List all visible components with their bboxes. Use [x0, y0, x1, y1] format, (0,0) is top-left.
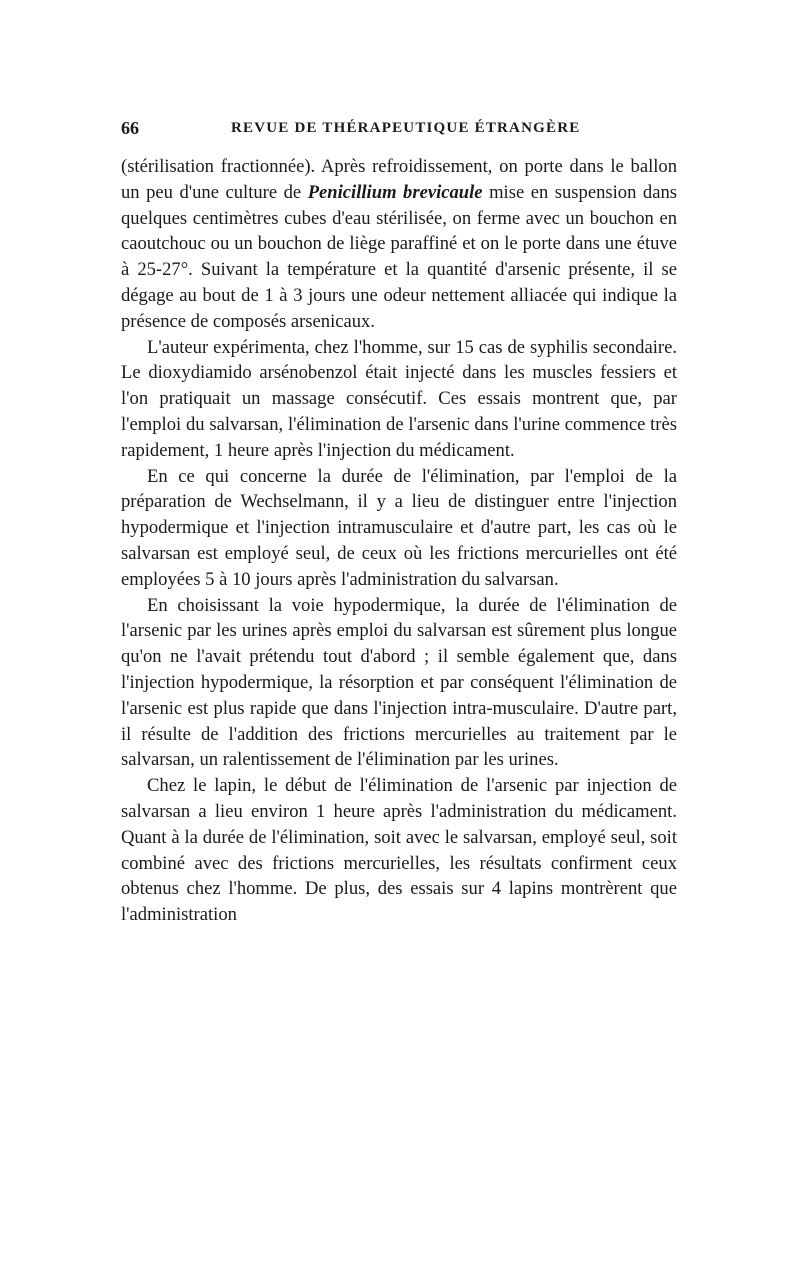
body-text — [121, 154, 677, 928]
paragraph-4: En choisissant la voie hypodermique, la durée de l'élimination de l'arsenic par les urines après emploi du salvarsan est sûrement plus longue qu'on ne l'avait prétendu tout d'abord ; il semble également que, dans l'injection hypodermique, la résorption et par conséquent l'élimination de l'arsenic est plus rapide que dans l'injection intra-musculaire. D'autre part, il résulte de l'addition des frictions mercurielles au traitement par le salvarsan, un ralentissement de l'élimination par les urines. — [121, 594, 677, 771]
page-number: 66 — [121, 118, 139, 138]
paragraph-5: Chez le lapin, le début de l'élimination de l'arsenic par injection de salvarsan a lieu environ 1 heure après l'administration du médicament. Quant à la durée de l'élimination, soit avec le salvarsan, employé seul, soit combiné avec des frictions mercurielles, les résultats confirment ceux obtenus chez l'homme. De plus, des essais sur 4 lapins montrèrent que l'administration — [121, 775, 677, 926]
document-page — [121, 118, 677, 928]
journal-title: REVUE DE THÉRAPEUTIQUE ÉTRANGÈRE — [231, 120, 581, 136]
paragraph-1-text-start: (stérilisation fractionnée). Après refroidissement, on porte dans le ballon un peu d'une culture de — [121, 156, 677, 203]
species-name-italic: Penicillium brevicaule — [307, 181, 483, 203]
paragraph-1 — [121, 154, 677, 335]
paragraph-3: En ce qui concerne la durée de l'élimination, par l'emploi de la préparation de Wechselmann, il y a lieu de distinguer entre l'injection hypodermique et l'injection intramusculaire et d'autre part, les cas où le salvarsan est employé seul, de ceux où les frictions mercurielles ont été employées 5 à 10 jours après l'administration du salvarsan. — [121, 465, 677, 590]
paragraph-2: L'auteur expérimenta, chez l'homme, sur 15 cas de syphilis secondaire. Le dioxydiamido arsénobenzol était injecté dans les muscles fessiers et l'on pratiquait un massage consécutif. Ces essais montrent que, par l'emploi du salvarsan, l'élimination de l'arsenic dans l'urine commence très rapidement, 1 heure après l'injection du médicament. — [121, 336, 677, 461]
paragraph-1-text-end: mise en suspension dans quelques centimètres cubes d'eau stérilisée, on ferme avec un bouchon en caoutchouc ou un bouchon de liège paraffiné et on le porte dans une étuve à 25-27°. Suivant la température et la quantité d'arsenic présente, il se dégage au bout de 1 à 3 jours une odeur nettement alliacée qui indique la présence de composés arsenicaux. — [121, 181, 677, 332]
running-head — [121, 118, 677, 142]
